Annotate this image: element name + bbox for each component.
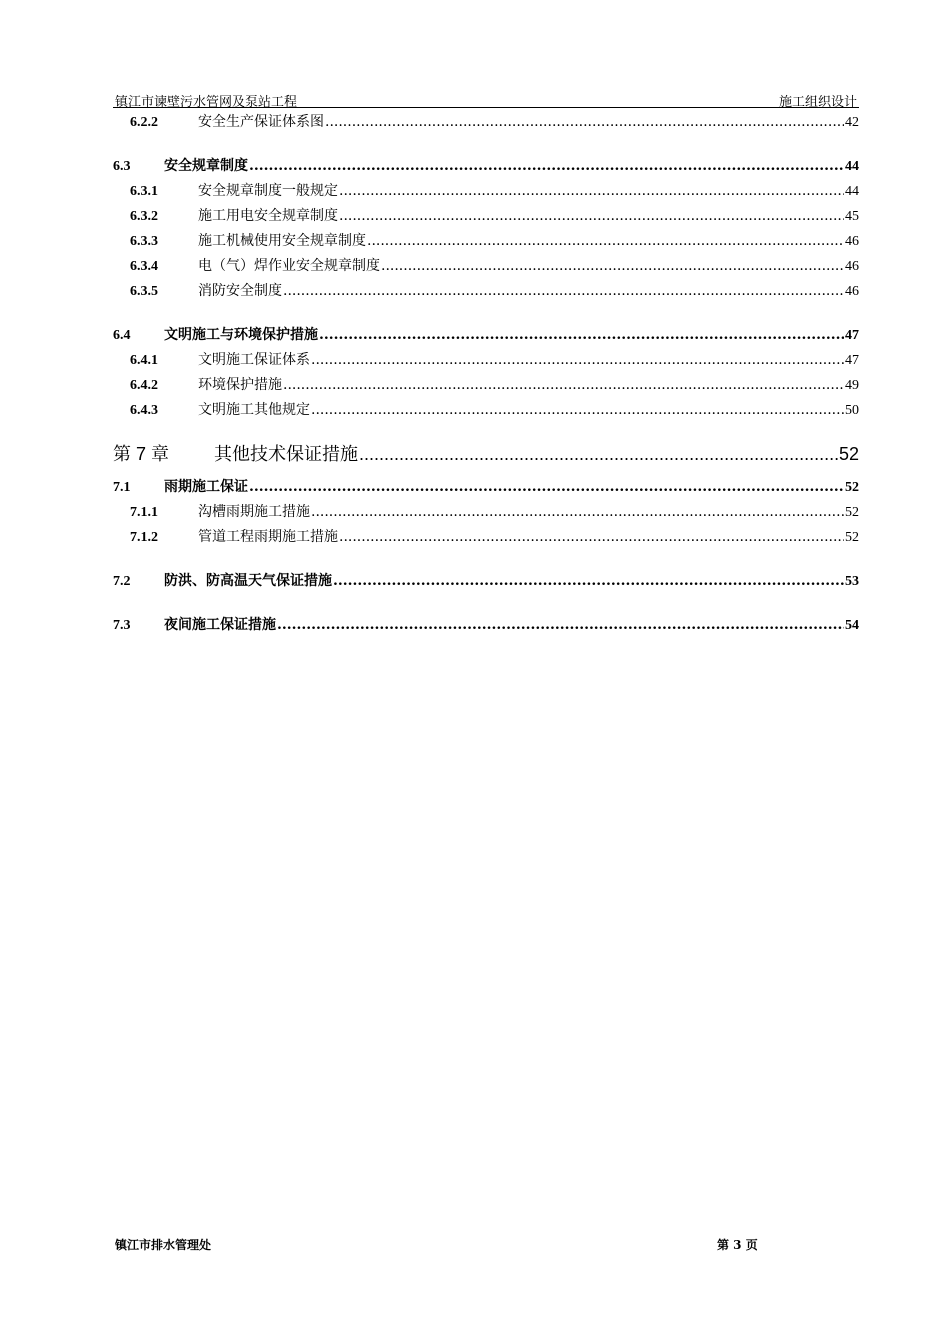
toc-entry-title: 安全生产保证体系图 [198, 114, 324, 130]
footer-page-number: 第 3 页 [717, 1238, 758, 1252]
toc-entry-number: 6.4.1 [130, 353, 158, 368]
toc-entry-number: 6.3.2 [130, 209, 158, 224]
toc-entry-number: 7.1 [113, 480, 131, 495]
toc-entry-title: 安全规章制度一般规定 [198, 183, 338, 199]
toc-entry-page: 53 [845, 574, 859, 589]
footer-organization: 镇江市排水管理处 [115, 1238, 212, 1252]
toc-entry-leader [367, 229, 844, 254]
toc-entry-title: 安全规章制度 [164, 158, 248, 174]
toc-entry-number: 6.3 [113, 159, 131, 174]
toc-entry-title: 其他技术保证措施 [214, 444, 358, 464]
toc-entry-number: 7.2 [113, 574, 131, 589]
toc-entry-leader [311, 398, 844, 423]
toc-entry[interactable] [113, 373, 859, 398]
toc-entry[interactable] [113, 323, 859, 348]
toc-entry-page: 44 [845, 159, 859, 174]
toc-entry-page: 42 [845, 115, 859, 130]
toc-entry-page: 47 [845, 353, 859, 368]
toc-entry-number: 6.2.2 [130, 115, 158, 130]
header-project-title: 镇江市谏壁污水管网及泵站工程 [115, 95, 298, 110]
toc-entry-leader [339, 204, 844, 229]
toc-entry-title: 文明施工保证体系 [198, 352, 310, 368]
toc-entry-number: 7.1.1 [130, 505, 158, 520]
toc-entry-page: 52 [845, 480, 859, 495]
toc-entry-number: 6.3.5 [130, 284, 158, 299]
toc-entry-page: 52 [845, 505, 859, 520]
toc-entry-page: 46 [845, 259, 859, 274]
toc-entry-title: 文明施工与环境保护措施 [164, 327, 318, 343]
toc-entry-title: 防洪、防高温天气保证措施 [164, 573, 332, 589]
toc-entry[interactable] [113, 525, 859, 550]
toc-entry-page: 45 [845, 209, 859, 224]
toc-entry[interactable] [113, 229, 859, 254]
toc-entry-leader [319, 323, 844, 348]
toc-entry-page: 46 [845, 284, 859, 299]
toc-entry-number: 6.3.3 [130, 234, 158, 249]
toc-entry[interactable] [113, 398, 859, 423]
toc-entry-page: 46 [845, 234, 859, 249]
toc-entry-number: 第 7 章 [113, 444, 170, 464]
toc-entry[interactable] [113, 500, 859, 525]
toc-entry-title: 雨期施工保证 [164, 479, 248, 495]
toc-entry-title: 消防安全制度 [198, 283, 282, 299]
toc-entry[interactable] [113, 569, 859, 594]
toc-entry-number: 7.3 [113, 618, 131, 633]
toc-entry[interactable] [113, 439, 859, 469]
toc-entry-title: 沟槽雨期施工措施 [198, 504, 310, 520]
toc-entry-title: 文明施工其他规定 [198, 402, 310, 418]
toc-entry[interactable] [113, 154, 859, 179]
toc-entry-page: 49 [845, 378, 859, 393]
page-header [113, 89, 859, 108]
toc-entry-leader [333, 569, 844, 594]
toc-entry-page: 44 [845, 184, 859, 199]
toc-entry-leader [283, 373, 844, 398]
toc-entry-leader [249, 475, 844, 500]
toc-entry-page: 50 [845, 403, 859, 418]
toc-entry-title: 管道工程雨期施工措施 [198, 529, 338, 545]
toc-entry-leader [381, 254, 844, 279]
toc-entry[interactable] [113, 475, 859, 500]
toc-entry-title: 环境保护措施 [198, 377, 282, 393]
toc-entry[interactable] [113, 279, 859, 304]
toc-entry-leader [311, 500, 844, 525]
toc-entry-number: 7.1.2 [130, 530, 158, 545]
table-of-contents [113, 110, 859, 638]
toc-entry-title: 夜间施工保证措施 [164, 617, 276, 633]
toc-entry-page: 52 [838, 444, 859, 464]
toc-entry[interactable] [113, 179, 859, 204]
toc-entry-title: 施工用电安全规章制度 [198, 208, 338, 224]
toc-entry-number: 6.4.2 [130, 378, 158, 393]
toc-entry-page: 54 [845, 618, 859, 633]
toc-entry-title: 电（气）焊作业安全规章制度 [198, 258, 380, 274]
toc-entry-number: 6.3.4 [130, 259, 158, 274]
toc-entry[interactable] [113, 348, 859, 373]
toc-entry-page: 52 [845, 530, 859, 545]
header-document-type: 施工组织设计 [778, 95, 857, 110]
toc-entry[interactable] [113, 204, 859, 229]
toc-entry-leader [325, 110, 844, 135]
toc-entry[interactable] [113, 110, 859, 135]
toc-entry-leader [359, 439, 838, 469]
toc-entry-title: 施工机械使用安全规章制度 [198, 233, 366, 249]
toc-entry-leader [283, 279, 844, 304]
toc-entry-leader [339, 179, 844, 204]
toc-entry-leader [311, 348, 844, 373]
toc-entry-number: 6.4 [113, 328, 131, 343]
toc-entry-page: 47 [845, 328, 859, 343]
toc-entry-number: 6.4.3 [130, 403, 158, 418]
toc-entry-leader [339, 525, 844, 550]
toc-entry-leader [277, 613, 844, 638]
toc-entry-leader [249, 154, 844, 179]
toc-entry[interactable] [113, 254, 859, 279]
toc-entry[interactable] [113, 613, 859, 638]
toc-entry-number: 6.3.1 [130, 184, 158, 199]
